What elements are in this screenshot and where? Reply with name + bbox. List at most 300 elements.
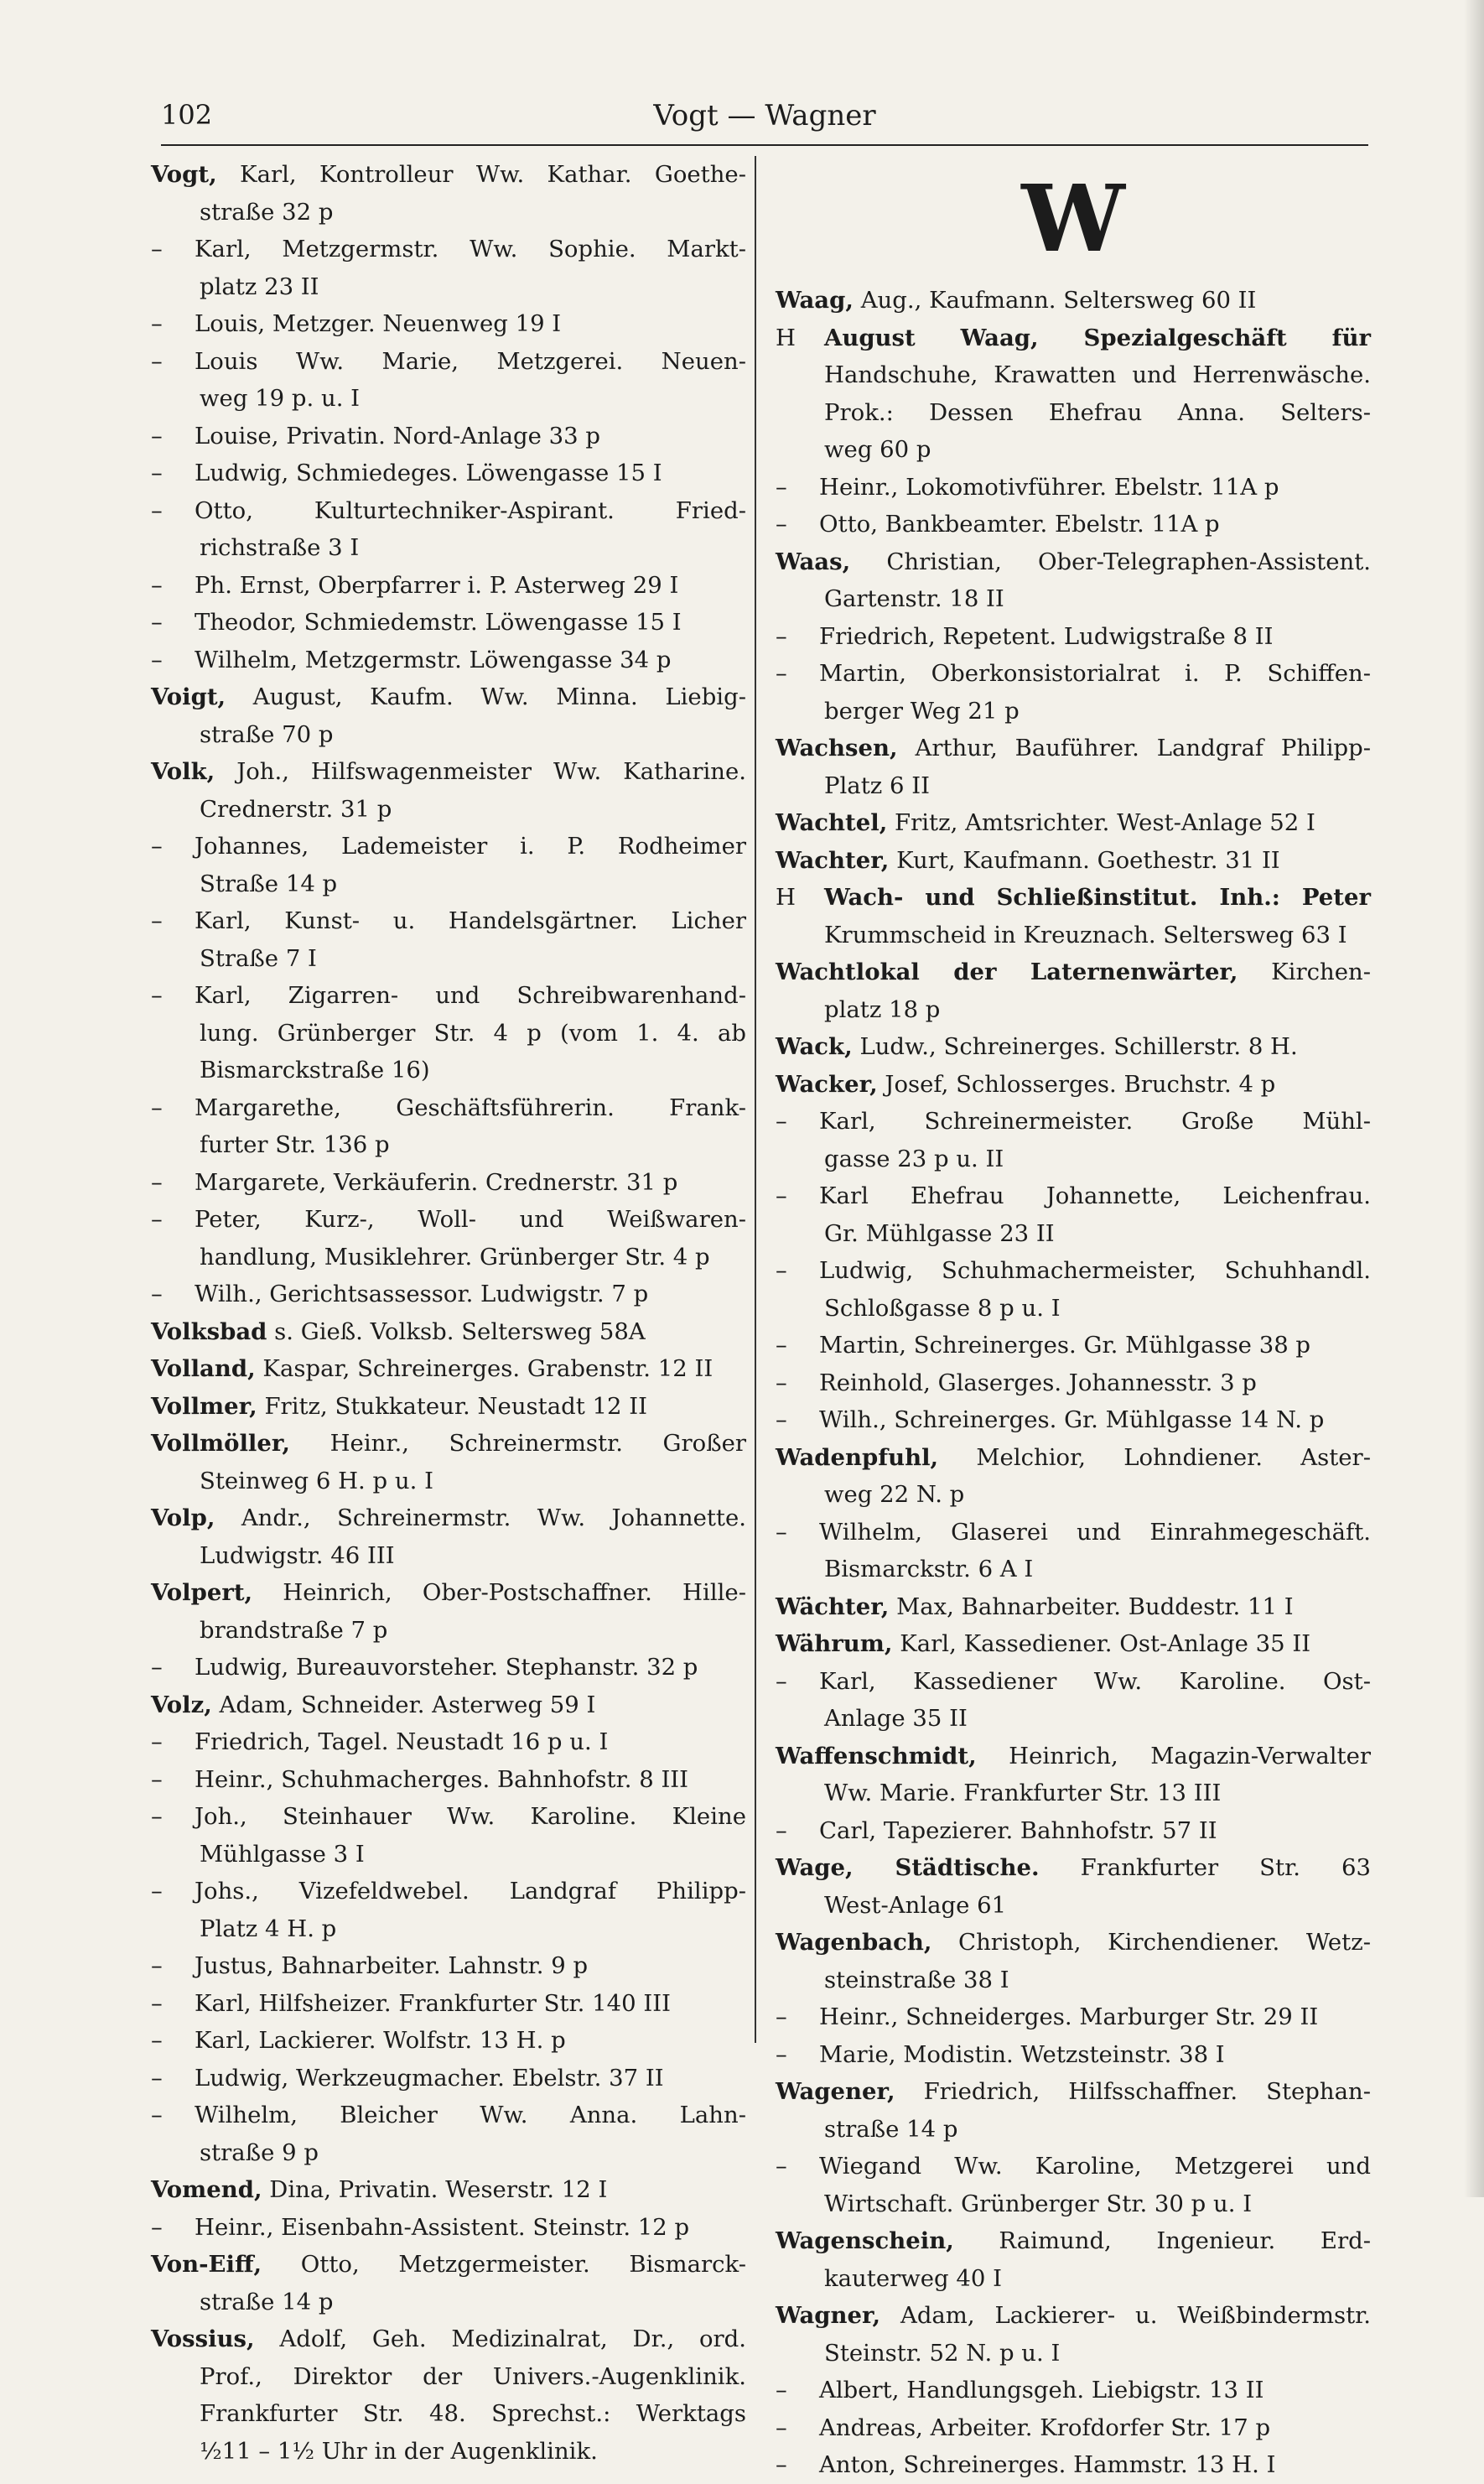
entry-line: [776, 394, 1371, 432]
entry-line: [151, 2097, 746, 2134]
entry-line: [776, 1663, 1371, 1701]
entry-line: [151, 1126, 746, 1164]
entry-text: Louis Ww. Marie, Metzgerei. Neuen-: [195, 347, 746, 375]
entry-text: Heinr., Lokomotivführer. Ebelstr. 11A p: [819, 473, 1279, 501]
entry-line: [151, 268, 746, 306]
directory-entry: [151, 902, 746, 977]
entry-line: [776, 1738, 1371, 1775]
entry-text: Ww. Marie. Frankfurter Str. 13 III: [824, 1780, 1222, 1806]
entry-line: [151, 1649, 746, 1686]
directory-entry: [776, 1103, 1371, 1177]
entry-text: Fritz, Amtsrichter. West-Anlage 52 I: [895, 809, 1315, 836]
repeat-dash: –: [151, 1878, 163, 1905]
directory-entry: [151, 2246, 746, 2320]
entry-line: [776, 2185, 1371, 2223]
entry-text: Joh., Steinhauer Ww. Karoline. Kleine: [195, 1803, 746, 1830]
entry-text: Ludwig, Schuhmachermeister, Schuhhandl.: [819, 1257, 1371, 1284]
entry-text: Straße 7 I: [200, 944, 317, 972]
entry-line: [151, 604, 746, 642]
entry-line: [776, 1849, 1371, 1887]
entry-line: [151, 1723, 746, 1761]
entry-line: [776, 2111, 1371, 2149]
entry-text: Kaspar, Schreinerges. Grabenstr. 12 II: [262, 1355, 713, 1382]
entry-text: Otto, Kulturtechniker-Aspirant. Fried-: [195, 496, 746, 524]
directory-entry: [151, 156, 746, 231]
entry-text: Schloßgasse 8 p u. I: [824, 1294, 1061, 1322]
repeat-dash: –: [776, 660, 787, 687]
repeat-dash: –: [776, 1816, 787, 1844]
directory-entry: [151, 418, 746, 455]
entry-text: Straße 14 p: [200, 870, 338, 897]
directory-entry: [776, 2446, 1371, 2484]
entry-line: [776, 2335, 1371, 2372]
right-column-entries: [776, 282, 1371, 2484]
directory-entry: [151, 2097, 746, 2171]
entry-text: Handschuhe, Krawatten und Herrenwäsche.: [824, 361, 1371, 388]
entry-name: Vollmer,: [151, 1392, 257, 1420]
entry-text: Albert, Handlungsgeh. Liebigstr. 13 II: [819, 2377, 1264, 2403]
entry-text: Martin, Oberkonsistorialrat i. P. Schiffen-: [819, 660, 1371, 687]
entry-line: [151, 716, 746, 754]
repeat-dash: –: [776, 2377, 787, 2403]
entry-name: Vogt,: [151, 161, 217, 188]
page-edge-shadow: [1464, 0, 1484, 2197]
entry-line: [776, 1924, 1371, 1962]
entry-text: berger Weg 21 p: [824, 697, 1020, 725]
entry-text: Mühlgasse 3 I: [200, 1840, 365, 1868]
entry-text: Karl, Kunst- u. Handelsgärtner. Licher: [195, 907, 746, 934]
entry-line: [151, 1798, 746, 1836]
directory-entry: [776, 1998, 1371, 2036]
entry-text: Ludwig, Schmiedeges. Löwengasse 15 I: [195, 460, 662, 486]
entry-line: [776, 2260, 1371, 2298]
entry-line: [776, 431, 1371, 469]
directory-entry: [151, 2209, 746, 2247]
directory-entry: [776, 1327, 1371, 1364]
entry-name: Vollmöller,: [151, 1430, 290, 1457]
repeat-dash: –: [776, 1332, 787, 1359]
repeat-dash: –: [151, 646, 163, 673]
entry-text: Prof., Direktor der Univers.-Augenklinik.: [200, 2362, 746, 2390]
entry-text: Steinweg 6 H. p u. I: [200, 1467, 433, 1494]
entry-name: Wadenpfuhl,: [776, 1443, 939, 1471]
repeat-dash: –: [151, 1989, 163, 2017]
directory-entry: [151, 1164, 746, 1202]
entry-text: Bismarckstraße 16): [200, 1057, 430, 1084]
directory-entry: [151, 2022, 746, 2060]
repeat-dash: –: [151, 1728, 163, 1755]
entry-text: Louise, Privatin. Nord-Anlage 33 p: [195, 422, 600, 450]
directory-entry: [151, 2060, 746, 2097]
entry-line: [776, 1775, 1371, 1812]
entry-line: [776, 1812, 1371, 1850]
entry-line: [151, 1276, 746, 1313]
repeat-dash: –: [151, 422, 163, 450]
entry-line: [776, 1066, 1371, 1104]
entry-text: August, Kaufm. Ww. Minna. Liebig-: [252, 683, 746, 710]
entry-text: Karl, Schreinermeister. Große Mühl-: [819, 1108, 1371, 1135]
entry-name: Wagenbach,: [776, 1929, 932, 1956]
repeat-dash: –: [151, 1094, 163, 1121]
entry-line: [776, 2222, 1371, 2260]
repeat-dash: –: [776, 2414, 787, 2441]
directory-entry: [151, 1798, 746, 1873]
repeat-dash: –: [776, 1518, 787, 1546]
entry-name: Waffenschmidt,: [776, 1742, 977, 1769]
repeat-dash: –: [151, 1803, 163, 1830]
entry-text: Ludwig, Bureauvorsteher. Stephanstr. 32 p: [195, 1654, 698, 1681]
entry-line: [776, 842, 1371, 880]
entry-text: Christoph, Kirchendiener. Wetz-: [958, 1929, 1371, 1956]
entry-text: weg 19 p. u. I: [200, 385, 361, 412]
entry-line: [151, 1015, 746, 1052]
entry-text: Peter, Kurz-, Woll- und Weißwaren-: [195, 1206, 746, 1233]
entry-line: [151, 1537, 746, 1575]
entry-line: [776, 767, 1371, 805]
directory-entry: [776, 1738, 1371, 1812]
entry-text: s. Gieß. Volksb. Seltersweg 58A: [274, 1317, 646, 1345]
entry-text: Frankfurter Str. 63: [1080, 1854, 1371, 1881]
entry-text: straße 14 p: [200, 2288, 334, 2315]
entry-line: [151, 1612, 746, 1650]
entry-line: [776, 2409, 1371, 2447]
directory-entry: [151, 231, 746, 305]
entry-name: Waas,: [776, 548, 851, 575]
entry-text: Karl, Metzgermstr. Ww. Sophie. Markt-: [195, 236, 746, 262]
entry-text: brandstraße 7 p: [200, 1616, 388, 1644]
entry-line: [776, 917, 1371, 954]
entry-text: Karl, Zigarren- und Schreibwarenhand-: [195, 982, 746, 1009]
directory-entry: [151, 1276, 746, 1313]
entry-line: [151, 1350, 746, 1388]
repeat-dash: –: [151, 2213, 163, 2241]
entry-text: Christian, Ober-Telegraphen-Assistent.: [886, 548, 1371, 575]
entry-text: richstraße 3 I: [200, 534, 360, 561]
entry-line: [151, 977, 746, 1015]
entry-name: Wagener,: [776, 2078, 895, 2105]
entry-line: [776, 282, 1371, 320]
entry-text: Andr., Schreinermstr. Ww. Johannette.: [241, 1504, 746, 1531]
entry-name: Volpert,: [151, 1579, 253, 1606]
entry-line: [776, 1588, 1371, 1626]
entry-text: Louis, Metzger. Neuenweg 19 I: [195, 310, 562, 337]
entry-line: [151, 791, 746, 829]
entry-text: Margarethe, Geschäftsführerin. Frank-: [195, 1094, 746, 1121]
entry-text: Platz 6 II: [824, 772, 930, 799]
directory-entry: [151, 1350, 746, 1388]
entry-line: [776, 1962, 1371, 1999]
entry-mark: H: [776, 884, 796, 911]
entry-line: [776, 469, 1371, 507]
repeat-dash: –: [151, 2064, 163, 2092]
repeat-dash: –: [776, 1182, 787, 1209]
directory-entry: [776, 543, 1371, 618]
directory-entry: [151, 828, 746, 902]
entry-line: [151, 2320, 746, 2358]
directory-entry: [151, 642, 746, 679]
right-column: [776, 156, 1371, 2484]
entry-line: [151, 1388, 746, 1426]
directory-entry: [151, 1425, 746, 1499]
entry-line: [776, 1028, 1371, 1066]
repeat-dash: –: [776, 1667, 787, 1695]
directory-entry: [151, 492, 746, 567]
entry-text: Heinr., Eisenbahn-Assistent. Steinstr. 12 p: [195, 2213, 690, 2241]
directory-entry: [776, 730, 1371, 804]
entry-text: Wach- und Schließinstitut. Inh.: Peter: [824, 884, 1371, 911]
entry-text: Justus, Bahnarbeiter. Lahnstr. 9 p: [195, 1952, 589, 1979]
entry-line: [151, 567, 746, 605]
entry-line: [151, 2022, 746, 2060]
repeat-dash: –: [776, 1406, 787, 1433]
entry-text: Marie, Modistin. Wetzsteinstr. 38 I: [819, 2040, 1225, 2068]
directory-entry: [151, 455, 746, 492]
entry-text: Friedrich, Hilfsschaffner. Stephan-: [923, 2078, 1371, 2105]
entry-text: Andreas, Arbeiter. Krofdorfer Str. 17 p: [819, 2414, 1271, 2441]
entry-name: Währum,: [776, 1630, 893, 1657]
directory-entry: [151, 567, 746, 605]
entry-line: [776, 543, 1371, 581]
repeat-dash: –: [776, 2003, 787, 2030]
directory-entry: [151, 343, 746, 418]
entry-name: Wage, Städtische.: [776, 1854, 1040, 1881]
entry-name: Wachsen,: [776, 735, 898, 761]
repeat-dash: –: [151, 1952, 163, 1979]
entry-text: Crednerstr. 31 p: [200, 795, 392, 823]
entry-line: [776, 1327, 1371, 1364]
entry-name: Wächter,: [776, 1593, 890, 1620]
entry-text: Wirtschaft. Grünberger Str. 30 p u. I: [824, 2190, 1253, 2217]
entry-text: August Waag, Spezialgeschäft für: [824, 324, 1371, 351]
entry-line: [151, 902, 746, 940]
entry-text: Kurt, Kaufmann. Goethestr. 31 II: [896, 846, 1280, 874]
entry-text: Heinr., Schneiderges. Marburger Str. 29 II: [819, 2003, 1319, 2030]
entry-text: Adam, Lackierer- u. Weißbindermstr.: [900, 2302, 1371, 2329]
entry-line: [151, 2209, 746, 2247]
entry-line: [151, 940, 746, 978]
directory-entry: [776, 1401, 1371, 1439]
directory-entry: [776, 879, 1371, 954]
entry-text: handlung, Musiklehrer. Grünberger Str. 4 p: [200, 1243, 710, 1271]
entry-line: [151, 1947, 746, 1985]
repeat-dash: –: [151, 1206, 163, 1233]
entry-text: Ph. Ernst, Oberpfarrer i. P. Asterweg 29 I: [195, 571, 679, 599]
entry-name: Volland,: [151, 1355, 256, 1382]
header-rule: [161, 144, 1368, 146]
entry-text: Fritz, Stukkateur. Neustadt 12 II: [264, 1392, 647, 1420]
entry-text: Wiegand Ww. Karoline, Metzgerei und: [819, 2153, 1371, 2180]
entry-line: [151, 1836, 746, 1873]
entry-line: [776, 1252, 1371, 1290]
entry-text: Karl Ehefrau Johannette, Leichenfrau.: [819, 1182, 1371, 1209]
entry-line: [151, 2246, 746, 2284]
entry-line: [776, 2297, 1371, 2335]
repeat-dash: –: [151, 982, 163, 1009]
repeat-dash: –: [776, 2040, 787, 2068]
entry-line: [776, 1401, 1371, 1439]
directory-entry: [776, 1066, 1371, 1104]
entry-text: Friedrich, Repetent. Ludwigstraße 8 II: [819, 622, 1274, 650]
entry-text: Reinhold, Glaserges. Johannesstr. 3 p: [819, 1369, 1257, 1396]
entry-text: kauterweg 40 I: [824, 2264, 1002, 2292]
entry-line: [776, 1439, 1371, 1477]
entry-line: [776, 730, 1371, 767]
directory-entry: [151, 2320, 746, 2470]
repeat-dash: –: [776, 1369, 787, 1396]
entry-line: [776, 2036, 1371, 2074]
entry-text: Johs., Vizefeldwebel. Landgraf Philipp-: [195, 1878, 746, 1905]
entry-line: [151, 678, 746, 716]
left-column: [151, 156, 746, 2470]
entry-line: [776, 991, 1371, 1029]
directory-entry: [151, 1089, 746, 1164]
entry-name: Wacker,: [776, 1070, 878, 1098]
entry-line: [151, 156, 746, 194]
directory-entry: [151, 1313, 746, 1351]
directory-entry: [151, 753, 746, 828]
entry-line: [776, 1290, 1371, 1328]
directory-entry: [776, 2148, 1371, 2222]
entry-line: [776, 1141, 1371, 1178]
entry-text: Karl, Hilfsheizer. Frankfurter Str. 140 III: [195, 1989, 671, 2017]
entry-line: [151, 1463, 746, 1500]
entry-text: Josef, Schlosserges. Bruchstr. 4 p: [885, 1070, 1276, 1098]
directory-entry: [776, 1625, 1371, 1663]
entry-text: Steinstr. 52 N. p u. I: [824, 2339, 1061, 2367]
repeat-dash: –: [151, 907, 163, 934]
entry-text: Wilhelm, Glaserei und Einrahmegeschäft.: [819, 1518, 1371, 1546]
entry-text: Heinrich, Ober-Postschaffner. Hille-: [283, 1579, 746, 1606]
repeat-dash: –: [776, 2153, 787, 2180]
running-title: Vogt — Wagner: [653, 99, 876, 133]
directory-entry: [776, 1177, 1371, 1252]
entry-line: [151, 455, 746, 492]
directory-entry: [776, 618, 1371, 656]
entry-name: Wagenschein,: [776, 2227, 954, 2254]
entry-text: Platz 4 H. p: [200, 1915, 337, 1942]
directory-entry: [776, 506, 1371, 543]
directory-entry: [776, 2036, 1371, 2074]
entry-name: Wachtlokal der Laternenwärter,: [776, 959, 1238, 985]
repeat-dash: –: [151, 2027, 163, 2054]
entry-text: Frankfurter Str. 48. Sprechst.: Werktags: [200, 2400, 746, 2427]
entry-line: [151, 865, 746, 903]
entry-text: Dina, Privatin. Weserstr. 12 I: [269, 2176, 608, 2203]
entry-text: Wilhelm, Metzgermstr. Löwengasse 34 p: [195, 646, 672, 673]
entry-name: Voigt,: [151, 683, 226, 710]
entry-text: Karl, Kontrolleur Ww. Kathar. Goethe-: [240, 161, 746, 188]
entry-name: Vossius,: [151, 2326, 255, 2352]
entry-text: Heinr., Schuhmacherges. Bahnhofstr. 8 III: [195, 1765, 689, 1793]
repeat-dash: –: [151, 1654, 163, 1681]
entry-line: [151, 1574, 746, 1612]
repeat-dash: –: [151, 1281, 163, 1307]
entry-line: [776, 618, 1371, 656]
directory-entry: [151, 1686, 746, 1724]
entry-line: [776, 655, 1371, 693]
entry-line: [151, 753, 746, 791]
directory-entry: [151, 1761, 746, 1799]
entry-text: Margarete, Verkäuferin. Crednerstr. 31 p: [195, 1168, 678, 1196]
entry-text: Prok.: Dessen Ehefrau Anna. Selters-: [824, 398, 1371, 426]
directory-entry: [151, 977, 746, 1089]
entry-text: Heinrich, Magazin-Verwalter: [1009, 1742, 1371, 1769]
entry-line: [151, 1761, 746, 1799]
entry-text: straße 32 p: [200, 198, 334, 226]
directory-entry: [776, 842, 1371, 880]
entry-line: [151, 492, 746, 530]
entry-line: [776, 1476, 1371, 1514]
repeat-dash: –: [776, 622, 787, 650]
page-header: [161, 99, 1368, 141]
entry-text: Max, Bahnarbeiter. Buddestr. 11 I: [896, 1593, 1294, 1620]
entry-text: Arthur, Bauführer. Landgraf Philipp-: [915, 735, 1371, 761]
entry-text: straße 9 p: [200, 2138, 319, 2166]
entry-name: Vomend,: [151, 2176, 262, 2203]
repeat-dash: –: [151, 609, 163, 636]
directory-entry: [776, 1252, 1371, 1327]
entry-line: [151, 1313, 746, 1351]
entry-text: West-Anlage 61: [824, 1891, 1007, 1919]
entry-line: [151, 2134, 746, 2172]
entry-text: Wilh., Schreinerges. Gr. Mühlgasse 14 N. p: [819, 1406, 1325, 1433]
entry-text: Adam, Schneider. Asterweg 59 I: [219, 1691, 596, 1718]
entry-line: [151, 194, 746, 231]
entry-text: Friedrich, Tagel. Neustadt 16 p u. I: [195, 1728, 609, 1755]
repeat-dash: –: [151, 1765, 163, 1793]
entry-line: [151, 1052, 746, 1089]
entry-text: straße 70 p: [200, 720, 334, 748]
entry-text: Karl, Lackierer. Wolfstr. 13 H. p: [195, 2027, 566, 2054]
directory-entry: [776, 282, 1371, 320]
entry-line: [151, 529, 746, 567]
entry-text: Aug., Kaufmann. Seltersweg 60 II: [860, 287, 1257, 314]
repeat-dash: –: [151, 460, 163, 486]
entry-line: [776, 1514, 1371, 1551]
directory-entry: [151, 1649, 746, 1686]
section-letter: W: [1021, 164, 1125, 273]
entry-line: [151, 2433, 746, 2471]
directory-entry: [776, 655, 1371, 730]
entry-text: Melchior, Lohndiener. Aster-: [976, 1443, 1371, 1471]
entry-text: Anlage 35 II: [824, 1705, 968, 1732]
entry-line: [151, 305, 746, 343]
directory-entry: [776, 1812, 1371, 1850]
entry-text: weg 22 N. p: [824, 1481, 965, 1508]
repeat-dash: –: [151, 1168, 163, 1196]
entry-line: [776, 506, 1371, 543]
entry-text: Raimund, Ingenieur. Erd-: [999, 2227, 1372, 2254]
directory-entry: [776, 1364, 1371, 1402]
entry-line: [151, 1985, 746, 2023]
entry-text: Joh., Hilfswagenmeister Ww. Katharine.: [236, 758, 746, 785]
entry-line: [776, 580, 1371, 618]
directory-entry: [776, 1028, 1371, 1066]
entry-line: [776, 1177, 1371, 1215]
entry-text: platz 18 p: [824, 995, 941, 1023]
entry-text: Carl, Tapezierer. Bahnhofstr. 57 II: [819, 1816, 1217, 1844]
entry-text: steinstraße 38 I: [824, 1966, 1009, 1993]
entry-line: [151, 1499, 746, 1537]
entry-line: [151, 380, 746, 418]
directory-entry: [151, 1574, 746, 1649]
entry-name: Von-Eiff,: [151, 2251, 262, 2278]
entry-line: [151, 1164, 746, 1202]
directory-entry: [151, 2171, 746, 2209]
entry-line: [776, 2148, 1371, 2185]
entry-line: [151, 231, 746, 268]
entry-line: [776, 1998, 1371, 2036]
